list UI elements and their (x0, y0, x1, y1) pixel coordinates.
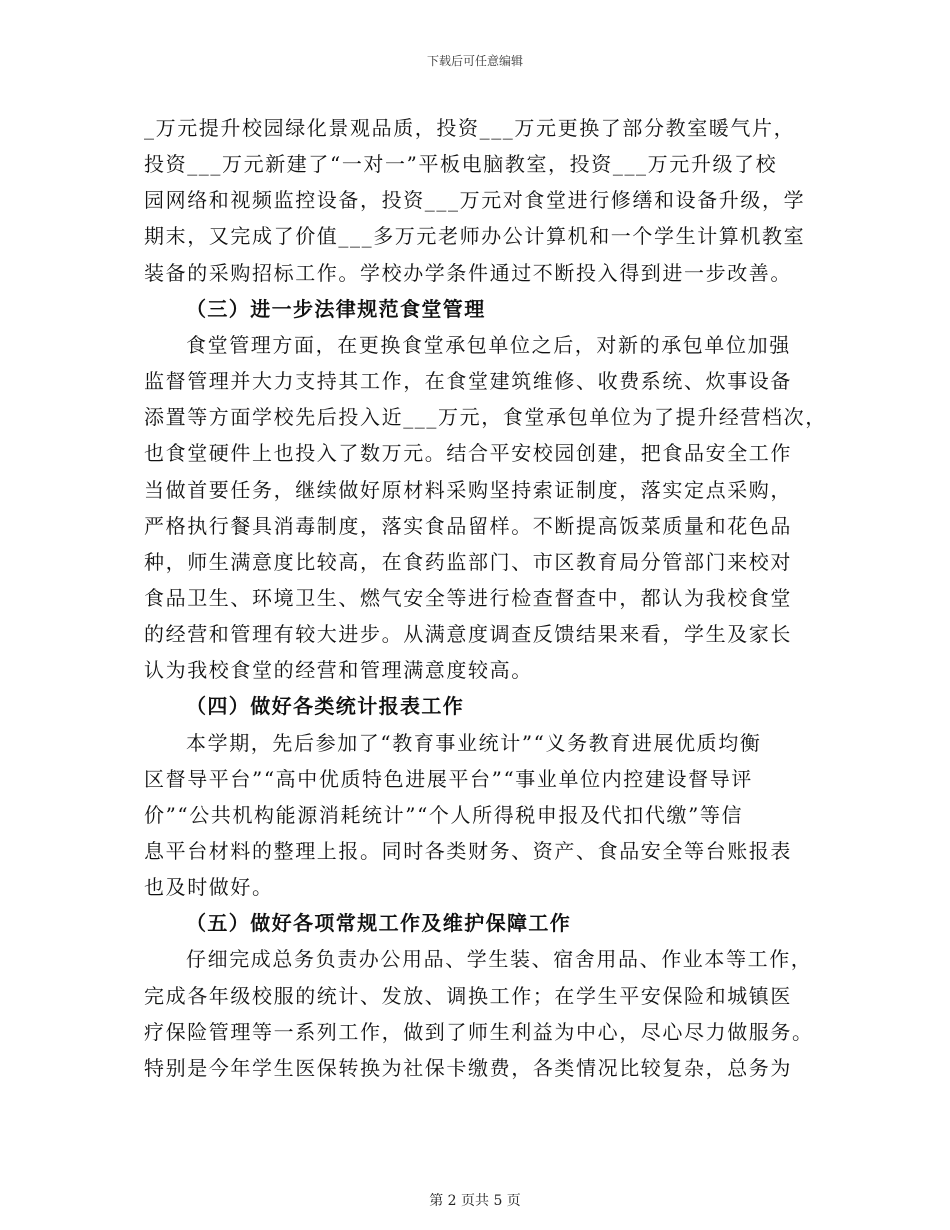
body-line: 投资___万元新建了“一对一”平板电脑教室，投资___万元升级了校 (144, 152, 778, 176)
body-line: 园网络和视频监控设备，投资___万元对食堂进行修缮和设备升级，学 (144, 188, 806, 212)
page-header: 下载后可任意编辑 (426, 54, 523, 68)
body-line: 严格执行餐具消毒制度，落实食品留样。不断提高饭菜质量和花色品 (144, 514, 792, 538)
body-line: 价”“公共机构能源消耗统计”“个人所得税申报及代扣代缴”等信 (144, 803, 744, 827)
paragraph-first-line: 食堂管理方面，在更换食堂承包单位之后，对新的承包单位加强 (186, 333, 791, 357)
body-line: 也食堂硬件上也投入了数万元。结合平安校园创建，把食品安全工作 (144, 441, 792, 465)
body-line: 区督导平台”“高中优质特色进展平台”“事业单位内控建设督导评 (144, 767, 753, 791)
body-line: 完成各年级校服的统计、发放、调换工作；在学生平安保险和城镇医 (144, 984, 792, 1008)
section-heading: （四）做好各类统计报表工作 (186, 694, 465, 718)
body-line: _万元提升校园绿化景观品质，投资___万元更换了部分教室暖气片， (144, 116, 796, 140)
body-line: 特别是今年学生医保转换为社保卡缴费，各类情况比较复杂，总务为 (144, 1056, 792, 1080)
body-line: 食品卫生、环境卫生、燃气安全等进行检查督查中，都认为我校食堂 (144, 586, 792, 610)
body-line: 的经营和管理有较大进步。从满意度调查反馈结果来看，学生及家长 (144, 622, 792, 646)
body-line: 认为我校食堂的经营和管理满意度较高。 (144, 658, 533, 682)
body-line: 当做首要任务，继续做好原材料采购坚持索证制度，落实定点采购， (144, 478, 792, 502)
paragraph-first-line: 本学期，先后参加了“教育事业统计”“义务教育进展优质均衡 (186, 731, 762, 755)
body-line: 疗保险管理等一系列工作，做到了师生利益为中心，尽心尽力做服务。 (144, 1020, 814, 1044)
paragraph-first-line: 仔细完成总务负责办公用品、学生装、宿舍用品、作业本等工作， (186, 947, 813, 971)
section-heading: （三）进一步法律规范食堂管理 (186, 297, 486, 321)
body-line: 监督管理并大力支持其工作，在食堂建筑维修、收费系统、炊事设备 (144, 369, 792, 393)
page-footer: 第 2 页共 5 页 (429, 1193, 521, 1209)
body-line: 添置等方面学校先后投入近___万元，食堂承包单位为了提升经营档次， (144, 405, 827, 429)
body-line: 也及时做好。 (144, 875, 274, 899)
body-line: 期末，又完成了价值___多万元老师办公计算机和一个学生计算机教室 (144, 224, 806, 248)
body-line: 息平台材料的整理上报。同时各类财务、资产、食品安全等台账报表 (144, 839, 792, 863)
section-heading: （五）做好各项常规工作及维护保障工作 (186, 911, 572, 935)
body-line: 装备的采购招标工作。学校办学条件通过不断投入得到进一步改善。 (144, 261, 792, 285)
body-line: 种，师生满意度比较高，在食药监部门、市区教育局分管部门来校对 (144, 550, 792, 574)
